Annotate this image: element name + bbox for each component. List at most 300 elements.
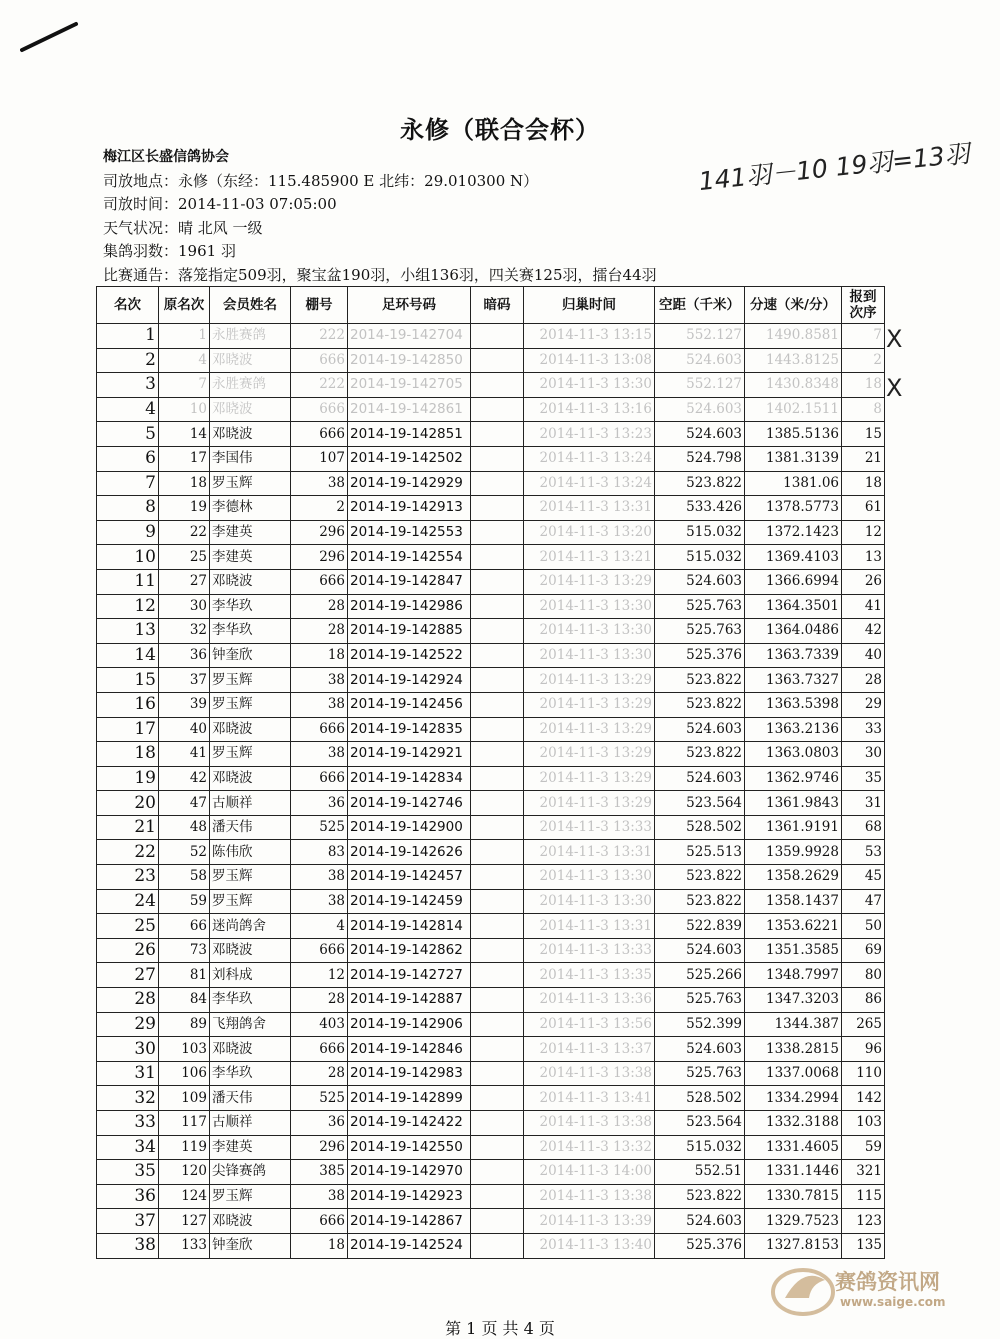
table-cell-report-order: 69 bbox=[842, 938, 885, 963]
table-cell-ring-number: 2014-19-142457 bbox=[348, 865, 471, 890]
table-cell-secret-code bbox=[471, 1135, 524, 1160]
table-cell-ring-number: 2014-19-142554 bbox=[348, 545, 471, 570]
table-row bbox=[97, 766, 885, 791]
table-cell-ring-number: 2014-19-142705 bbox=[348, 373, 471, 398]
table-cell-return-time: 2014-11-3 13:29 bbox=[524, 692, 655, 717]
table-cell-distance: 525.266 bbox=[655, 963, 745, 988]
table-cell-ring-number: 2014-19-142913 bbox=[348, 496, 471, 521]
table-cell-rank: 8 bbox=[97, 496, 159, 521]
table-cell-return-time: 2014-11-3 13:39 bbox=[524, 1209, 655, 1234]
table-cell-ring-number: 2014-19-142867 bbox=[348, 1209, 471, 1234]
table-cell-secret-code bbox=[471, 422, 524, 447]
table-cell-speed: 1361.9191 bbox=[745, 815, 842, 840]
table-row bbox=[97, 1111, 885, 1136]
table-row bbox=[97, 397, 885, 422]
table-cell-distance: 524.603 bbox=[655, 569, 745, 594]
table-row bbox=[97, 1061, 885, 1086]
table-cell-speed: 1372.1423 bbox=[745, 520, 842, 545]
table-cell-original-rank: 109 bbox=[159, 1086, 210, 1111]
table-cell-speed: 1344.387 bbox=[745, 1012, 842, 1037]
table-cell-rank: 38 bbox=[97, 1233, 159, 1258]
table-cell-loft: 83 bbox=[291, 840, 348, 865]
table-cell-secret-code bbox=[471, 1184, 524, 1209]
table-cell-distance: 523.822 bbox=[655, 668, 745, 693]
table-cell-ring-number: 2014-19-142929 bbox=[348, 471, 471, 496]
table-cell-return-time: 2014-11-3 13:21 bbox=[524, 545, 655, 570]
table-cell-member-name: 迷尚鸽舍 bbox=[210, 914, 291, 939]
table-cell-return-time: 2014-11-3 13:56 bbox=[524, 1012, 655, 1037]
table-cell-loft: 38 bbox=[291, 668, 348, 693]
table-cell-ring-number: 2014-19-142846 bbox=[348, 1037, 471, 1062]
table-cell-distance: 515.032 bbox=[655, 545, 745, 570]
table-cell-return-time: 2014-11-3 13:38 bbox=[524, 1111, 655, 1136]
table-cell-secret-code bbox=[471, 766, 524, 791]
table-cell-secret-code bbox=[471, 496, 524, 521]
table-cell-report-order: 265 bbox=[842, 1012, 885, 1037]
table-cell-ring-number: 2014-19-142899 bbox=[348, 1086, 471, 1111]
table-cell-member-name: 李华玖 bbox=[210, 988, 291, 1013]
table-cell-loft: 38 bbox=[291, 865, 348, 890]
table-cell-ring-number: 2014-19-142553 bbox=[348, 520, 471, 545]
table-cell-return-time: 2014-11-3 13:37 bbox=[524, 1037, 655, 1062]
table-cell-ring-number: 2014-19-142921 bbox=[348, 742, 471, 767]
table-cell-distance: 524.603 bbox=[655, 397, 745, 422]
table-cell-loft: 107 bbox=[291, 446, 348, 471]
table-cell-report-order: 50 bbox=[842, 914, 885, 939]
table-cell-original-rank: 66 bbox=[159, 914, 210, 939]
table-cell-rank: 1 bbox=[97, 324, 159, 349]
table-cell-original-rank: 19 bbox=[159, 496, 210, 521]
table-cell-loft: 18 bbox=[291, 643, 348, 668]
table-cell-member-name: 潘天伟 bbox=[210, 815, 291, 840]
table-cell-speed: 1358.1437 bbox=[745, 889, 842, 914]
table-cell-report-order: 13 bbox=[842, 545, 885, 570]
table-row bbox=[97, 1160, 885, 1185]
table-cell-speed: 1332.3188 bbox=[745, 1111, 842, 1136]
table-cell-rank: 36 bbox=[97, 1184, 159, 1209]
table-cell-return-time: 2014-11-3 13:30 bbox=[524, 643, 655, 668]
table-cell-ring-number: 2014-19-142704 bbox=[348, 324, 471, 349]
table-row bbox=[97, 1086, 885, 1111]
table-cell-distance: 523.822 bbox=[655, 742, 745, 767]
table-cell-ring-number: 2014-19-142970 bbox=[348, 1160, 471, 1185]
table-cell-distance: 528.502 bbox=[655, 815, 745, 840]
table-cell-distance: 523.822 bbox=[655, 865, 745, 890]
table-cell-return-time: 2014-11-3 13:24 bbox=[524, 446, 655, 471]
table-cell-original-rank: 1 bbox=[159, 324, 210, 349]
table-cell-member-name: 罗玉辉 bbox=[210, 692, 291, 717]
table-cell-original-rank: 37 bbox=[159, 668, 210, 693]
table-cell-original-rank: 106 bbox=[159, 1061, 210, 1086]
table-cell-speed: 1358.2629 bbox=[745, 865, 842, 890]
table-cell-return-time: 2014-11-3 13:38 bbox=[524, 1184, 655, 1209]
table-cell-secret-code bbox=[471, 692, 524, 717]
table-cell-speed: 1353.6221 bbox=[745, 914, 842, 939]
table-cell-loft: 28 bbox=[291, 594, 348, 619]
table-cell-loft: 38 bbox=[291, 692, 348, 717]
table-cell-loft: 28 bbox=[291, 619, 348, 644]
table-cell-rank: 24 bbox=[97, 889, 159, 914]
table-cell-rank: 26 bbox=[97, 938, 159, 963]
table-cell-loft: 666 bbox=[291, 938, 348, 963]
table-cell-secret-code bbox=[471, 889, 524, 914]
table-cell-original-rank: 4 bbox=[159, 348, 210, 373]
table-cell-secret-code bbox=[471, 742, 524, 767]
table-row bbox=[97, 717, 885, 742]
table-cell-report-order: 45 bbox=[842, 865, 885, 890]
table-cell-original-rank: 39 bbox=[159, 692, 210, 717]
table-cell-rank: 23 bbox=[97, 865, 159, 890]
table-cell-distance: 524.603 bbox=[655, 422, 745, 447]
table-cell-speed: 1402.1511 bbox=[745, 397, 842, 422]
table-cell-loft: 403 bbox=[291, 1012, 348, 1037]
table-cell-loft: 666 bbox=[291, 348, 348, 373]
table-row bbox=[97, 938, 885, 963]
table-cell-rank: 6 bbox=[97, 446, 159, 471]
table-cell-loft: 296 bbox=[291, 545, 348, 570]
table-row bbox=[97, 1037, 885, 1062]
table-cell-report-order: 135 bbox=[842, 1233, 885, 1258]
table-cell-ring-number: 2014-19-142422 bbox=[348, 1111, 471, 1136]
table-cell-secret-code bbox=[471, 1233, 524, 1258]
table-cell-return-time: 2014-11-3 13:29 bbox=[524, 717, 655, 742]
table-row bbox=[97, 963, 885, 988]
table-cell-speed: 1366.6994 bbox=[745, 569, 842, 594]
table-cell-rank: 17 bbox=[97, 717, 159, 742]
table-cell-member-name: 古顺祥 bbox=[210, 791, 291, 816]
table-cell-original-rank: 17 bbox=[159, 446, 210, 471]
table-cell-loft: 36 bbox=[291, 791, 348, 816]
table-cell-secret-code bbox=[471, 840, 524, 865]
table-cell-return-time: 2014-11-3 13:33 bbox=[524, 938, 655, 963]
table-cell-distance: 524.603 bbox=[655, 766, 745, 791]
table-cell-ring-number: 2014-19-142524 bbox=[348, 1233, 471, 1258]
table-row bbox=[97, 471, 885, 496]
table-cell-speed: 1363.5398 bbox=[745, 692, 842, 717]
table-cell-report-order: 41 bbox=[842, 594, 885, 619]
table-cell-secret-code bbox=[471, 865, 524, 890]
table-cell-secret-code bbox=[471, 1160, 524, 1185]
table-cell-return-time: 2014-11-3 13:30 bbox=[524, 889, 655, 914]
table-cell-distance: 523.822 bbox=[655, 692, 745, 717]
table-row bbox=[97, 889, 885, 914]
table-row bbox=[97, 569, 885, 594]
table-cell-original-rank: 47 bbox=[159, 791, 210, 816]
table-cell-member-name: 邓晓波 bbox=[210, 569, 291, 594]
table-cell-speed: 1369.4103 bbox=[745, 545, 842, 570]
table-row bbox=[97, 1135, 885, 1160]
table-cell-loft: 666 bbox=[291, 569, 348, 594]
table-cell-loft: 222 bbox=[291, 373, 348, 398]
table-row bbox=[97, 594, 885, 619]
table-row bbox=[97, 422, 885, 447]
table-cell-member-name: 邓晓波 bbox=[210, 422, 291, 447]
table-cell-report-order: 12 bbox=[842, 520, 885, 545]
table-cell-original-rank: 117 bbox=[159, 1111, 210, 1136]
table-cell-original-rank: 127 bbox=[159, 1209, 210, 1234]
table-cell-loft: 666 bbox=[291, 1209, 348, 1234]
table-cell-rank: 14 bbox=[97, 643, 159, 668]
table-row bbox=[97, 914, 885, 939]
table-cell-secret-code bbox=[471, 1061, 524, 1086]
table-cell-distance: 528.502 bbox=[655, 1086, 745, 1111]
table-cell-original-rank: 41 bbox=[159, 742, 210, 767]
table-cell-original-rank: 59 bbox=[159, 889, 210, 914]
table-cell-return-time: 2014-11-3 13:29 bbox=[524, 668, 655, 693]
table-cell-original-rank: 30 bbox=[159, 594, 210, 619]
table-cell-member-name: 邓晓波 bbox=[210, 1209, 291, 1234]
table-cell-ring-number: 2014-19-142906 bbox=[348, 1012, 471, 1037]
table-cell-return-time: 2014-11-3 13:24 bbox=[524, 471, 655, 496]
table-cell-member-name: 邓晓波 bbox=[210, 348, 291, 373]
table-cell-report-order: 96 bbox=[842, 1037, 885, 1062]
table-cell-rank: 3 bbox=[97, 373, 159, 398]
table-cell-report-order: 321 bbox=[842, 1160, 885, 1185]
handwritten-x-mark: X bbox=[886, 374, 903, 402]
table-cell-secret-code bbox=[471, 914, 524, 939]
table-cell-member-name: 钟奎欣 bbox=[210, 1233, 291, 1258]
table-cell-loft: 666 bbox=[291, 1037, 348, 1062]
table-cell-loft: 38 bbox=[291, 742, 348, 767]
table-cell-distance: 523.564 bbox=[655, 791, 745, 816]
table-cell-speed: 1348.7997 bbox=[745, 963, 842, 988]
table-cell-loft: 666 bbox=[291, 766, 348, 791]
table-cell-original-rank: 52 bbox=[159, 840, 210, 865]
table-cell-distance: 524.603 bbox=[655, 1209, 745, 1234]
table-cell-member-name: 李建英 bbox=[210, 520, 291, 545]
table-cell-loft: 28 bbox=[291, 988, 348, 1013]
table-cell-distance: 552.399 bbox=[655, 1012, 745, 1037]
weather: 天气状况：晴 北风 一级 bbox=[103, 218, 263, 237]
table-cell-secret-code bbox=[471, 717, 524, 742]
table-cell-rank: 15 bbox=[97, 668, 159, 693]
table-row bbox=[97, 643, 885, 668]
table-cell-return-time: 2014-11-3 13:29 bbox=[524, 742, 655, 767]
table-row bbox=[97, 988, 885, 1013]
col-header: 会员姓名 bbox=[210, 287, 291, 324]
table-row bbox=[97, 373, 885, 398]
table-cell-rank: 22 bbox=[97, 840, 159, 865]
table-cell-original-rank: 120 bbox=[159, 1160, 210, 1185]
table-cell-rank: 33 bbox=[97, 1111, 159, 1136]
table-cell-report-order: 2 bbox=[842, 348, 885, 373]
table-cell-secret-code bbox=[471, 1086, 524, 1111]
table-cell-member-name: 钟奎欣 bbox=[210, 643, 291, 668]
table-cell-rank: 19 bbox=[97, 766, 159, 791]
table-cell-member-name: 邓晓波 bbox=[210, 397, 291, 422]
table-cell-return-time: 2014-11-3 13:29 bbox=[524, 766, 655, 791]
table-cell-report-order: 53 bbox=[842, 840, 885, 865]
table-cell-report-order: 26 bbox=[842, 569, 885, 594]
table-row bbox=[97, 348, 885, 373]
table-cell-return-time: 2014-11-3 13:31 bbox=[524, 914, 655, 939]
table-cell-loft: 385 bbox=[291, 1160, 348, 1185]
table-cell-member-name: 罗玉辉 bbox=[210, 1184, 291, 1209]
table-cell-original-rank: 7 bbox=[159, 373, 210, 398]
table-row bbox=[97, 446, 885, 471]
table-cell-member-name: 刘科成 bbox=[210, 963, 291, 988]
table-cell-rank: 10 bbox=[97, 545, 159, 570]
table-cell-speed: 1381.3139 bbox=[745, 446, 842, 471]
table-cell-loft: 222 bbox=[291, 324, 348, 349]
table-cell-report-order: 7 bbox=[842, 324, 885, 349]
table-cell-speed: 1337.0068 bbox=[745, 1061, 842, 1086]
table-cell-secret-code bbox=[471, 446, 524, 471]
table-cell-secret-code bbox=[471, 373, 524, 398]
table-cell-secret-code bbox=[471, 1037, 524, 1062]
table-cell-ring-number: 2014-19-142887 bbox=[348, 988, 471, 1013]
table-cell-report-order: 61 bbox=[842, 496, 885, 521]
table-cell-member-name: 罗玉辉 bbox=[210, 471, 291, 496]
table-cell-speed: 1364.3501 bbox=[745, 594, 842, 619]
table-cell-loft: 525 bbox=[291, 1086, 348, 1111]
table-cell-rank: 11 bbox=[97, 569, 159, 594]
table-cell-rank: 34 bbox=[97, 1135, 159, 1160]
table-header-row bbox=[97, 287, 885, 324]
col-header: 原名次 bbox=[159, 287, 210, 324]
table-cell-ring-number: 2014-19-142459 bbox=[348, 889, 471, 914]
table-cell-report-order: 18 bbox=[842, 373, 885, 398]
table-cell-secret-code bbox=[471, 324, 524, 349]
table-cell-distance: 525.376 bbox=[655, 643, 745, 668]
table-cell-distance: 524.603 bbox=[655, 717, 745, 742]
table-row bbox=[97, 496, 885, 521]
handwritten-x-mark: X bbox=[886, 325, 903, 353]
table-cell-secret-code bbox=[471, 348, 524, 373]
table-cell-original-rank: 58 bbox=[159, 865, 210, 890]
table-cell-return-time: 2014-11-3 13:30 bbox=[524, 594, 655, 619]
table-row bbox=[97, 1012, 885, 1037]
table-cell-member-name: 李建英 bbox=[210, 545, 291, 570]
table-cell-speed: 1385.5136 bbox=[745, 422, 842, 447]
table-cell-return-time: 2014-11-3 14:00 bbox=[524, 1160, 655, 1185]
table-cell-report-order: 142 bbox=[842, 1086, 885, 1111]
table-cell-loft: 18 bbox=[291, 1233, 348, 1258]
table-cell-report-order: 28 bbox=[842, 668, 885, 693]
table-cell-distance: 524.603 bbox=[655, 348, 745, 373]
table-cell-original-rank: 25 bbox=[159, 545, 210, 570]
release-place: 司放地点：永修（东经：115.485900 E 北纬：29.010300 N） bbox=[103, 171, 539, 190]
table-cell-loft: 38 bbox=[291, 889, 348, 914]
table-cell-return-time: 2014-11-3 13:30 bbox=[524, 619, 655, 644]
table-cell-return-time: 2014-11-3 13:33 bbox=[524, 815, 655, 840]
table-cell-speed: 1364.0486 bbox=[745, 619, 842, 644]
table-cell-original-rank: 84 bbox=[159, 988, 210, 1013]
watermark-text: 赛鸽资讯网 bbox=[835, 1270, 940, 1294]
table-cell-distance: 525.763 bbox=[655, 988, 745, 1013]
col-header: 棚号 bbox=[291, 287, 348, 324]
table-row bbox=[97, 840, 885, 865]
table-cell-distance: 525.763 bbox=[655, 1061, 745, 1086]
table-cell-report-order: 15 bbox=[842, 422, 885, 447]
table-cell-rank: 12 bbox=[97, 594, 159, 619]
table-cell-secret-code bbox=[471, 520, 524, 545]
organization-name: 梅江区长盛信鸽协会 bbox=[103, 149, 229, 165]
table-cell-loft: 4 bbox=[291, 914, 348, 939]
table-cell-ring-number: 2014-19-142522 bbox=[348, 643, 471, 668]
table-cell-return-time: 2014-11-3 13:30 bbox=[524, 373, 655, 398]
table-cell-original-rank: 103 bbox=[159, 1037, 210, 1062]
table-cell-member-name: 李华玖 bbox=[210, 619, 291, 644]
table-cell-secret-code bbox=[471, 545, 524, 570]
table-cell-distance: 523.822 bbox=[655, 471, 745, 496]
table-cell-original-rank: 32 bbox=[159, 619, 210, 644]
table-cell-original-rank: 10 bbox=[159, 397, 210, 422]
table-cell-member-name: 李建英 bbox=[210, 1135, 291, 1160]
table-cell-original-rank: 40 bbox=[159, 717, 210, 742]
table-cell-speed: 1430.8348 bbox=[745, 373, 842, 398]
table-cell-original-rank: 42 bbox=[159, 766, 210, 791]
table-cell-speed: 1381.06 bbox=[745, 471, 842, 496]
col-header: 空距（千米） bbox=[655, 287, 745, 324]
table-cell-speed: 1363.7327 bbox=[745, 668, 842, 693]
table-cell-return-time: 2014-11-3 13:36 bbox=[524, 988, 655, 1013]
table-cell-speed: 1327.8153 bbox=[745, 1233, 842, 1258]
table-cell-rank: 37 bbox=[97, 1209, 159, 1234]
table-cell-speed: 1490.8581 bbox=[745, 324, 842, 349]
table-cell-distance: 552.51 bbox=[655, 1160, 745, 1185]
table-cell-original-rank: 81 bbox=[159, 963, 210, 988]
table-cell-distance: 522.839 bbox=[655, 914, 745, 939]
table-cell-member-name: 邓晓波 bbox=[210, 766, 291, 791]
table-cell-report-order: 110 bbox=[842, 1061, 885, 1086]
table-row bbox=[97, 791, 885, 816]
table-cell-ring-number: 2014-19-142986 bbox=[348, 594, 471, 619]
table-cell-loft: 296 bbox=[291, 1135, 348, 1160]
table-cell-rank: 25 bbox=[97, 914, 159, 939]
table-cell-rank: 32 bbox=[97, 1086, 159, 1111]
table-cell-loft: 2 bbox=[291, 496, 348, 521]
table-cell-distance: 523.822 bbox=[655, 889, 745, 914]
table-cell-rank: 2 bbox=[97, 348, 159, 373]
table-cell-member-name: 罗玉辉 bbox=[210, 865, 291, 890]
table-cell-distance: 515.032 bbox=[655, 1135, 745, 1160]
table-cell-return-time: 2014-11-3 13:41 bbox=[524, 1086, 655, 1111]
table-cell-speed: 1331.4605 bbox=[745, 1135, 842, 1160]
col-header: 归巢时间 bbox=[524, 287, 655, 324]
table-cell-loft: 28 bbox=[291, 1061, 348, 1086]
table-cell-ring-number: 2014-19-142900 bbox=[348, 815, 471, 840]
table-cell-report-order: 8 bbox=[842, 397, 885, 422]
table-cell-distance: 552.127 bbox=[655, 373, 745, 398]
table-cell-distance: 523.564 bbox=[655, 1111, 745, 1136]
bird-count: 集鸽羽数：1961 羽 bbox=[103, 242, 236, 260]
table-cell-speed: 1363.0803 bbox=[745, 742, 842, 767]
col-header: 报到次序 bbox=[842, 287, 885, 324]
table-cell-original-rank: 133 bbox=[159, 1233, 210, 1258]
table-cell-loft: 525 bbox=[291, 815, 348, 840]
table-cell-ring-number: 2014-19-142924 bbox=[348, 668, 471, 693]
table-cell-distance: 524.798 bbox=[655, 446, 745, 471]
table-cell-rank: 16 bbox=[97, 692, 159, 717]
table-cell-speed: 1362.9746 bbox=[745, 766, 842, 791]
page-footer: 第 1 页 共 4 页 bbox=[445, 1319, 555, 1338]
table-cell-original-rank: 73 bbox=[159, 938, 210, 963]
table-cell-report-order: 47 bbox=[842, 889, 885, 914]
table-cell-report-order: 68 bbox=[842, 815, 885, 840]
table-cell-distance: 524.603 bbox=[655, 938, 745, 963]
table-cell-loft: 666 bbox=[291, 717, 348, 742]
table-row bbox=[97, 668, 885, 693]
table-cell-ring-number: 2014-19-142835 bbox=[348, 717, 471, 742]
release-time: 司放时间：2014-11-03 07:05:00 bbox=[103, 195, 337, 213]
col-header: 分速（米/分） bbox=[745, 287, 842, 324]
table-row bbox=[97, 324, 885, 349]
results-table bbox=[96, 286, 885, 1259]
table-cell-report-order: 33 bbox=[842, 717, 885, 742]
table-cell-return-time: 2014-11-3 13:29 bbox=[524, 569, 655, 594]
table-cell-ring-number: 2014-19-142862 bbox=[348, 938, 471, 963]
